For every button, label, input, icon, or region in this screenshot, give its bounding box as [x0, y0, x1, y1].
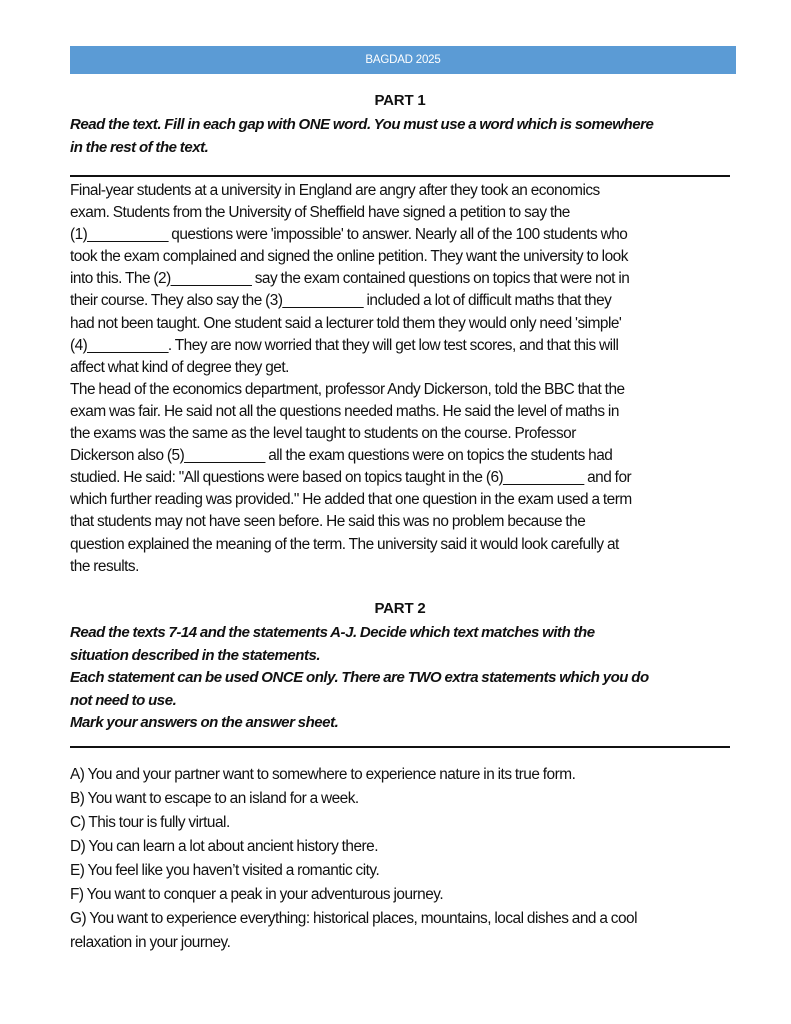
instruction-line: not need to use. — [70, 691, 177, 709]
part1-passage — [70, 180, 736, 578]
passage-line: exam. Students from the University of Sheffield have signed a petition to say the — [70, 204, 570, 222]
passage-line: took the exam complained and signed the online petition. They want the university to look — [70, 248, 628, 266]
instruction-line: situation described in the statements. — [70, 646, 321, 664]
passage-line-gap-4: (4)__________. They are now worried that they will get low test scores, and that this will — [70, 336, 619, 354]
passage-line: that students may not have seen before. He said this was no problem because the — [70, 513, 586, 531]
passage-line: The head of the economics department, professor Andy Dickerson, told the BBC that the — [70, 380, 625, 398]
statement-b — [70, 787, 736, 811]
statement-c — [70, 811, 736, 835]
instruction-line: Read the texts 7-14 and the statements A-J. Decide which text matches with the — [70, 624, 595, 641]
instruction-line: Read the text. Fill in each gap with ONE word. You must use a word which is somewhere — [70, 116, 654, 133]
part2-instructions — [70, 622, 736, 735]
statement-g — [70, 907, 736, 955]
statement-list — [70, 763, 736, 955]
instruction-line: Mark your answers on the answer sheet. — [70, 714, 339, 731]
passage-line-gap-1: (1)__________ questions were 'impossible' to answer. Nearly all of the 100 students who — [70, 226, 628, 244]
passage-line: the exams was the same as the level taught to students on the course. Professor — [70, 425, 576, 443]
passage-line: Final-year students at a university in England are angry after they took an economics — [70, 182, 600, 199]
part2-title: PART 2 — [374, 600, 426, 617]
statement-text: A) You and your partner want to somewhere to experience nature in its true form. — [70, 766, 576, 783]
statement-f — [70, 883, 736, 907]
statement-text: G) You want to experience everything: historical places, mountains, local dishes and a cool — [70, 910, 637, 927]
passage-line: question explained the meaning of the term. The university said it would look carefully at — [70, 535, 619, 553]
passage-line: the results. — [70, 557, 139, 575]
statement-text: relaxation in your journey. — [70, 934, 231, 951]
statement-text: C) This tour is fully virtual. — [70, 814, 230, 831]
statement-text: F) You want to conquer a peak in your adventurous journey. — [70, 886, 444, 903]
passage-line: affect what kind of degree they get. — [70, 358, 289, 376]
passage-line-gap-3: their course. They also say the (3)__________ included a lot of difficult maths that they — [70, 292, 612, 310]
part1-instructions — [70, 114, 736, 159]
passage-line: exam was fair. He said not all the questions needed maths. He said the level of maths in — [70, 402, 619, 420]
statement-text: D) You can learn a lot about ancient history there. — [70, 838, 378, 855]
header-banner — [70, 46, 736, 74]
statement-a — [70, 763, 736, 787]
statement-text: E) You feel like you haven’t visited a romantic city. — [70, 862, 380, 879]
banner-title: BAGDAD 2025 — [365, 54, 441, 66]
passage-line: had not been taught. One student said a lecturer told them they would only need 'simple' — [70, 314, 622, 332]
instruction-line: in the rest of the text. — [70, 138, 209, 156]
statement-text: B) You want to escape to an island for a week. — [70, 790, 359, 807]
passage-line-gap-6: studied. He said: "All questions were based on topics taught in the (6)__________ and for — [70, 469, 632, 487]
part1-title: PART 1 — [374, 92, 426, 109]
statement-e — [70, 859, 736, 883]
statement-d — [70, 835, 736, 859]
section-divider — [70, 175, 730, 177]
passage-line: which further reading was provided." He added that one question in the exam used a term — [70, 491, 632, 509]
instruction-line: Each statement can be used ONCE only. There are TWO extra statements which you do — [70, 669, 649, 686]
passage-line-gap-2: into this. The (2)__________ say the exam contained questions on topics that were not in — [70, 270, 630, 288]
section-divider — [70, 746, 730, 748]
passage-line-gap-5: Dickerson also (5)__________ all the exam questions were on topics the students had — [70, 447, 613, 465]
